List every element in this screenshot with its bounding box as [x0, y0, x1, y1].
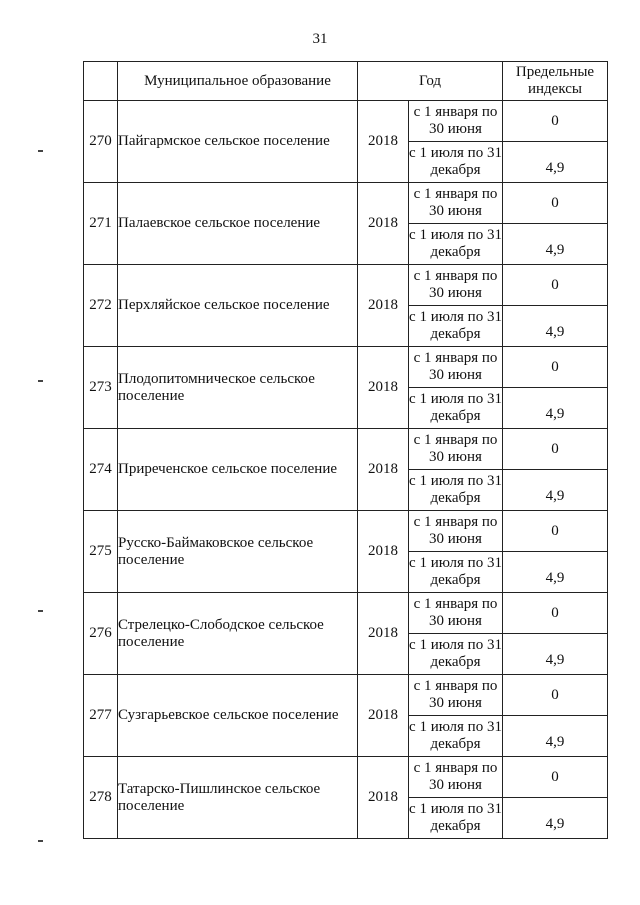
table-row	[84, 101, 608, 142]
table-header-row	[84, 62, 608, 101]
index-first-half: 0	[503, 347, 608, 388]
table-row	[84, 265, 608, 306]
period-second-half: с 1 июля по 31 декабря	[409, 306, 503, 347]
row-number: 277	[84, 675, 118, 757]
year-cell: 2018	[358, 183, 409, 265]
year-cell: 2018	[358, 347, 409, 429]
table-row	[84, 757, 608, 798]
period-second-half: с 1 июля по 31 декабря	[409, 798, 503, 839]
index-second-half: 4,9	[503, 798, 608, 839]
index-second-half: 4,9	[503, 552, 608, 593]
year-cell: 2018	[358, 757, 409, 839]
index-second-half: 4,9	[503, 470, 608, 511]
year-cell: 2018	[358, 265, 409, 347]
index-second-half: 4,9	[503, 224, 608, 265]
scan-mark	[38, 610, 43, 612]
year-cell: 2018	[358, 429, 409, 511]
index-second-half: 4,9	[503, 306, 608, 347]
period-first-half: с 1 января по 30 июня	[409, 675, 503, 716]
year-cell: 2018	[358, 101, 409, 183]
index-first-half: 0	[503, 183, 608, 224]
index-first-half: 0	[503, 265, 608, 306]
index-second-half: 4,9	[503, 634, 608, 675]
header-num	[84, 62, 118, 101]
table-row	[84, 675, 608, 716]
period-first-half: с 1 января по 30 июня	[409, 265, 503, 306]
municipality-name: Палаевское сельское поселение	[118, 183, 358, 265]
row-number: 272	[84, 265, 118, 347]
period-second-half: с 1 июля по 31 декабря	[409, 716, 503, 757]
period-second-half: с 1 июля по 31 декабря	[409, 634, 503, 675]
header-municipality: Муниципальное образование	[118, 62, 358, 101]
year-cell: 2018	[358, 511, 409, 593]
table-row	[84, 593, 608, 634]
period-first-half: с 1 января по 30 июня	[409, 183, 503, 224]
municipality-name: Русско-Баймаковское сельское поселение	[118, 511, 358, 593]
table-row	[84, 183, 608, 224]
municipality-name: Сузгарьевское сельское поселение	[118, 675, 358, 757]
period-first-half: с 1 января по 30 июня	[409, 593, 503, 634]
municipality-name: Перхляйское сельское поселение	[118, 265, 358, 347]
municipality-name: Татарско-Пишлинское сельское поселение	[118, 757, 358, 839]
row-number: 274	[84, 429, 118, 511]
row-number: 273	[84, 347, 118, 429]
table-row	[84, 511, 608, 552]
period-first-half: с 1 января по 30 июня	[409, 757, 503, 798]
table-row	[84, 347, 608, 388]
scan-mark	[38, 840, 43, 842]
period-second-half: с 1 июля по 31 декабря	[409, 224, 503, 265]
index-first-half: 0	[503, 101, 608, 142]
index-second-half: 4,9	[503, 716, 608, 757]
table-body	[84, 101, 608, 839]
year-cell: 2018	[358, 593, 409, 675]
index-first-half: 0	[503, 675, 608, 716]
row-number: 276	[84, 593, 118, 675]
table-row	[84, 429, 608, 470]
index-first-half: 0	[503, 593, 608, 634]
header-limit-indices: Предельные индексы	[503, 62, 608, 101]
row-number: 270	[84, 101, 118, 183]
row-number: 278	[84, 757, 118, 839]
period-second-half: с 1 июля по 31 декабря	[409, 552, 503, 593]
period-first-half: с 1 января по 30 июня	[409, 429, 503, 470]
municipality-name: Пайгармское сельское поселение	[118, 101, 358, 183]
index-first-half: 0	[503, 757, 608, 798]
indices-table	[83, 61, 608, 839]
scan-mark	[38, 380, 43, 382]
period-second-half: с 1 июля по 31 декабря	[409, 388, 503, 429]
municipality-name: Стрелецко-Слободское сельское поселение	[118, 593, 358, 675]
index-second-half: 4,9	[503, 142, 608, 183]
period-first-half: с 1 января по 30 июня	[409, 511, 503, 552]
period-second-half: с 1 июля по 31 декабря	[409, 142, 503, 183]
header-year: Год	[358, 62, 503, 101]
period-first-half: с 1 января по 30 июня	[409, 347, 503, 388]
municipality-name: Приреченское сельское поселение	[118, 429, 358, 511]
page-number: 31	[312, 31, 328, 47]
municipality-name: Плодопитомническое сельское поселение	[118, 347, 358, 429]
index-first-half: 0	[503, 429, 608, 470]
index-second-half: 4,9	[503, 388, 608, 429]
index-first-half: 0	[503, 511, 608, 552]
row-number: 275	[84, 511, 118, 593]
period-second-half: с 1 июля по 31 декабря	[409, 470, 503, 511]
row-number: 271	[84, 183, 118, 265]
year-cell: 2018	[358, 675, 409, 757]
scan-mark	[38, 150, 43, 152]
period-first-half: с 1 января по 30 июня	[409, 101, 503, 142]
